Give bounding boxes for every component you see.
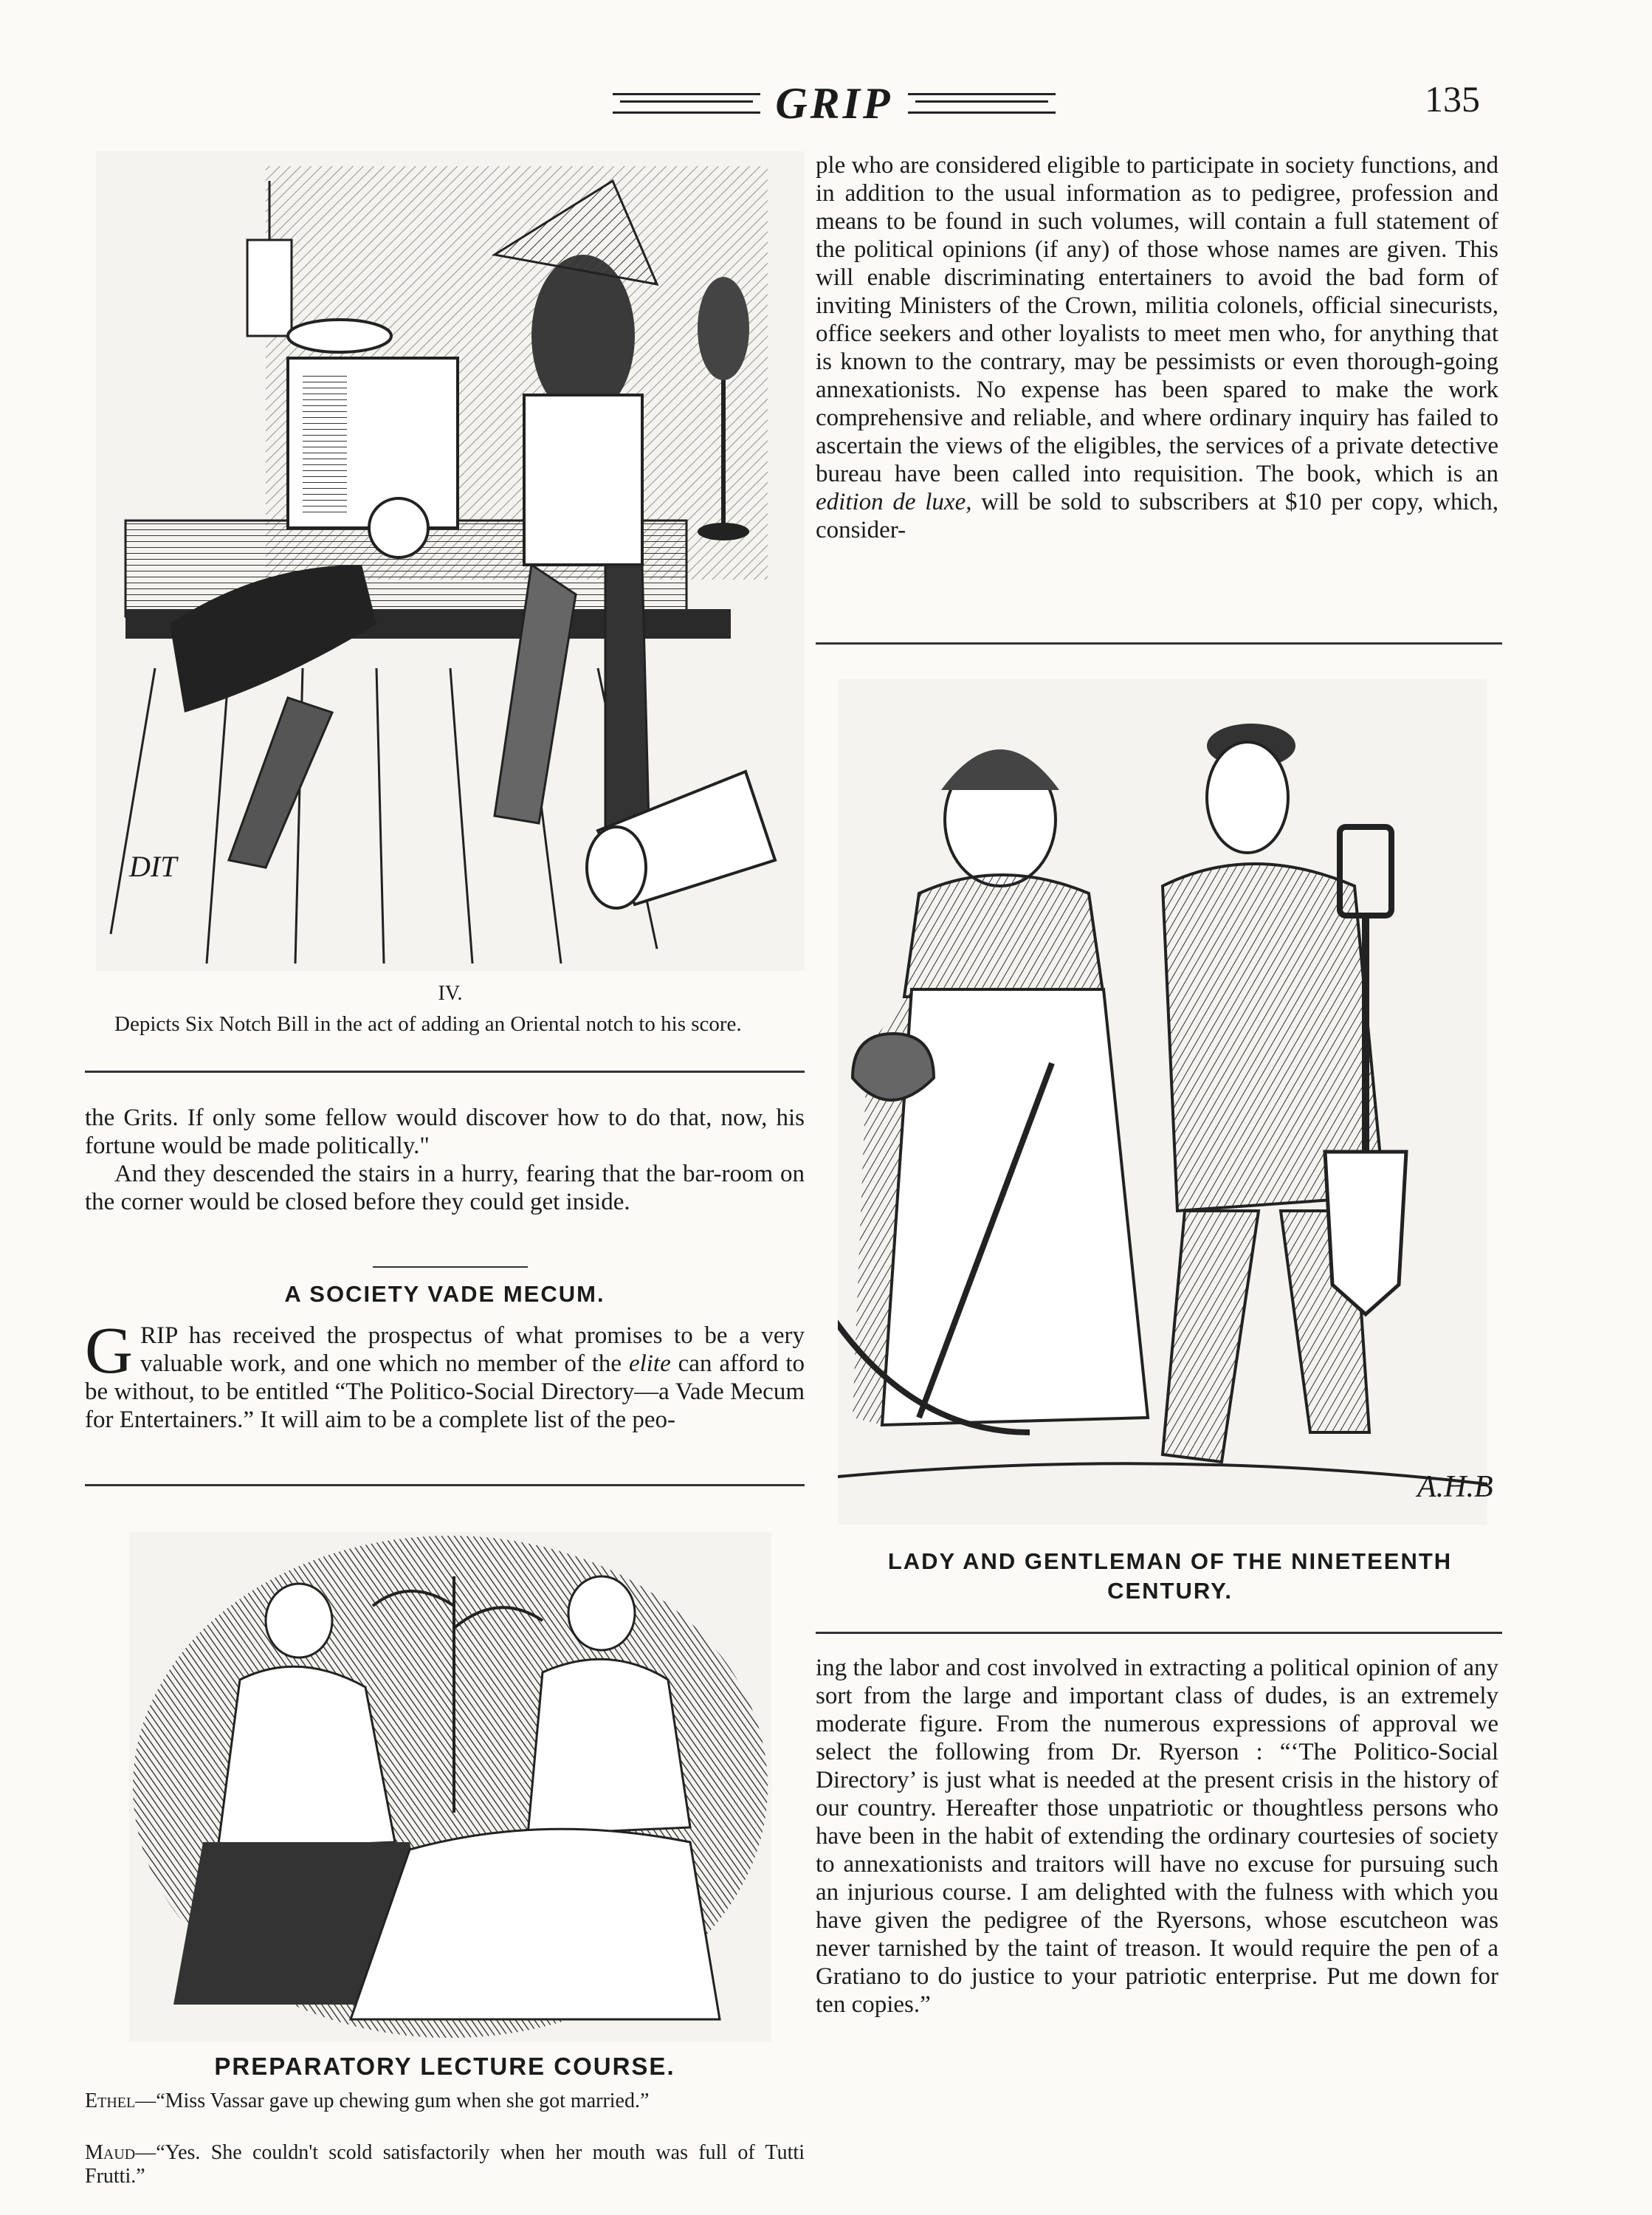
ethel-line: —“Miss Vassar gave up chewing gum when she got married.” [135,2089,650,2112]
dialog-maud [85,2141,805,2188]
divider-3 [816,642,1502,645]
saloon-scene-drawing [96,151,805,971]
article-lead [85,1314,805,1434]
article-lead-part-2: can afford to be without, to be entitled “The Politico-Social Directory—a Vade Mecum for Entertainers.” It will aim to be a complete list of the peo- [85,1350,805,1433]
left-paragraph-2: And they descended the stairs in a hurry, fearing that the bar-room on the corner would be closed before they could get inside. [85,1161,805,1215]
maud-line: —“Yes. She couldn't scold satisfactorily when her mouth was full of Tutti Frutti.” [85,2141,805,2188]
masthead-rule-right [908,93,1056,114]
divider-4 [816,1632,1502,1634]
divider-1 [85,1071,805,1073]
right-text-edition: edition de luxe, [816,489,972,515]
speaker-maud: Maud [85,2141,136,2164]
dialog-ethel [85,2089,805,2113]
right-text-part-2: will be sold to subscribers at $10 per copy, which, consider- [816,489,1499,543]
lady-gentleman-drawing [838,679,1487,1525]
illustration-2-signature: A.H.B [1417,1470,1493,1504]
masthead-rule-left [613,93,760,114]
speaker-ethel: Ethel [85,2089,136,2112]
short-divider [373,1266,528,1268]
illustration-1-caption: Depicts Six Notch Bill in the act of adding an Oriental notch to his score. [114,1012,742,1036]
right-text-part-1: ple who are considered eligible to participate in society functions, and in addition to the usual information as to pedigree, profession and means to be found in such volumes, will contain a full statement of the political opinions (if any) of those whose names are given. This will enable discriminating entertainers to avoid the bad form of inviting Ministers of the Crown, militia colonels, official sinecurists, office seekers and other loyalists to meet men who, for anything that is known to the contrary, may be pessimists or even thorough-going annexationists. No expense has been spared to make the work comprehensive and reliable, and where ordinary inquiry has failed to ascertain the views of the eligibles, the services of a private detective bureau have been called into requisition. The book, which is an [816,152,1498,487]
divider-2 [85,1484,805,1486]
two-ladies-drawing [129,1532,771,2041]
page-number: 135 [1425,78,1480,120]
article-lead-part-1: RIP has received the prospectus of what promises to be a very valuable work, and one which no member of the [140,1322,805,1377]
article-heading: A SOCIETY VADE MECUM. [284,1281,605,1307]
dropcap-letter: G [85,1314,133,1387]
illustration-1-signature: DIT [129,850,177,883]
masthead [568,74,1100,133]
continuation-text: ing the labor and cost involved in extracting a political opinion of any sort from the large and important class of dudes, is an extremely moderate figure. From the numerous expressions of approval we select the following from Dr. Ryerson : “‘The Politico-Social Directory’ is just what is needed at the present crisis in the history of our country. Hereafter those unpatriotic or thoughtless persons who have been in the habit of extending the ordinary courtesies of society to annexationists and traitors will have no excuse for pursuing such an injurious course. I am delighted with the fulness with which you have given the pedigree of the Ryersons, whose escutcheon was never tarnished by the taint of treason. It would require the pen of a Gratiano to do justice to your patriotic enterprise. Put me down for ten copies.” [816,1655,1498,2018]
left-column-text [85,1104,805,1216]
illustration-six-notch-bill [96,151,805,971]
illustration-lady-gentleman [838,679,1487,1525]
illustration-lecture-course [129,1532,771,2041]
illustration-3-caption: PREPARATORY LECTURE COURSE. [214,2053,675,2080]
masthead-title: GRIP [775,78,893,128]
right-column-text [816,151,1498,544]
left-paragraph-1: the Grits. If only some fellow would discover how to do that, now, his fortune would be made politically." [85,1105,805,1159]
illustration-2-caption: LADY AND GENTLEMAN OF THE NINETEENTH CENTURY. [887,1548,1453,1604]
article-lead-elite: elite [628,1350,671,1377]
illustration-1-numeral: IV. [438,982,463,1005]
